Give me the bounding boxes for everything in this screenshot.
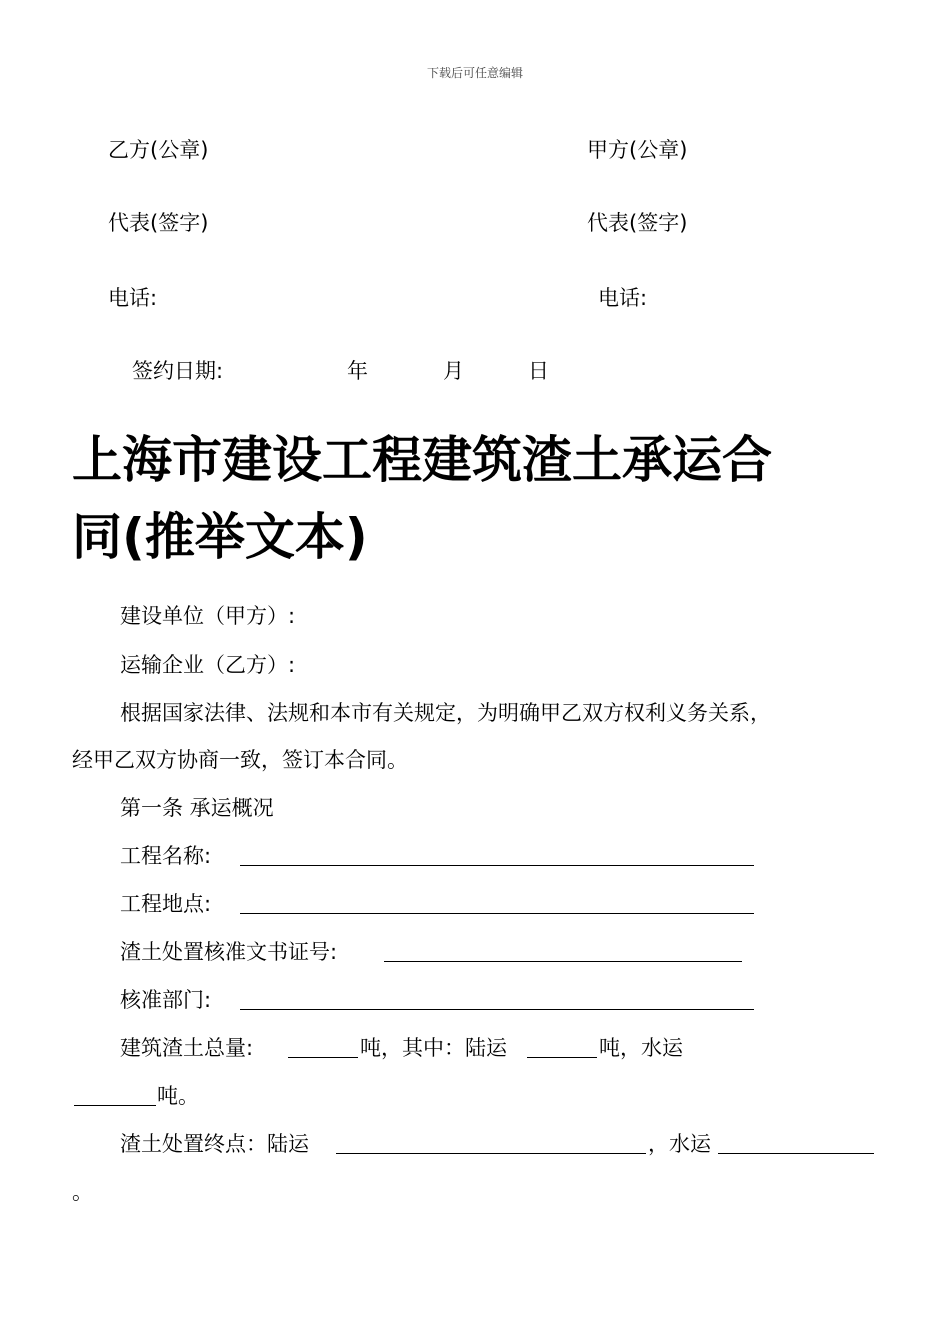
- land-tons-field[interactable]: [527, 1057, 597, 1058]
- permit-no-label: 渣土处置核准文书证号:: [120, 940, 338, 964]
- total-tons-field[interactable]: [288, 1057, 358, 1058]
- sign-date-day: 日: [528, 359, 549, 383]
- water-tons-unit: 吨。: [157, 1084, 199, 1108]
- article1-heading: 第一条 承运概况: [120, 796, 274, 820]
- party-a-phone-label: 电话:: [598, 286, 648, 310]
- endpoint-label: 渣土处置终点：陆运: [120, 1132, 309, 1156]
- project-name-field[interactable]: [240, 865, 754, 866]
- endpoint-water-label: ，水运: [648, 1132, 711, 1156]
- approval-dept-label: 核准部门:: [120, 988, 212, 1012]
- endpoint-water-field[interactable]: [718, 1153, 874, 1154]
- total-label: 建筑渣土总量:: [120, 1036, 254, 1060]
- project-name-label: 工程名称:: [120, 844, 212, 868]
- permit-no-field[interactable]: [384, 961, 742, 962]
- document-title-line1: 上海市建设工程建筑渣土承运合: [72, 431, 772, 489]
- project-name-row: [120, 841, 211, 871]
- party-b-seal-label: 乙方(公章): [108, 138, 209, 162]
- endpoint-land-field[interactable]: [336, 1153, 646, 1154]
- sign-date-label: 签约日期:: [132, 359, 224, 383]
- party-b-phone-label: 电话:: [108, 286, 158, 310]
- intro-paragraph-line1: 根据国家法律、法规和本市有关规定，为明确甲乙双方权利义务关系，: [120, 701, 771, 725]
- water-tons-field[interactable]: [74, 1105, 156, 1106]
- construction-unit-label: 建设单位（甲方）:: [120, 604, 296, 628]
- party-b-rep-label: 代表(签字): [108, 211, 209, 235]
- project-location-row: [120, 889, 211, 919]
- sign-date-year: 年: [347, 359, 368, 383]
- intro-paragraph-line2: 经甲乙双方协商一致，签订本合同。: [72, 748, 408, 772]
- endpoint-end-mark: 。: [72, 1180, 93, 1204]
- approval-dept-field[interactable]: [240, 1009, 754, 1010]
- party-a-rep-label: 代表(签字): [587, 211, 688, 235]
- transport-company-label: 运输企业（乙方）:: [120, 653, 296, 677]
- sign-date-month: 月: [443, 359, 464, 383]
- approval-dept-row: [120, 985, 211, 1015]
- project-location-label: 工程地点:: [120, 892, 212, 916]
- land-tons-unit: 吨，水运: [599, 1036, 683, 1060]
- party-a-seal-label: 甲方(公章): [587, 138, 688, 162]
- document-title-line2: 同(推举文本): [72, 508, 368, 566]
- project-location-field[interactable]: [240, 913, 754, 914]
- permit-no-row: [120, 937, 337, 967]
- total-tons-unit: 吨，其中：陆运: [360, 1036, 507, 1060]
- header-note: 下载后可任意编辑: [426, 66, 523, 80]
